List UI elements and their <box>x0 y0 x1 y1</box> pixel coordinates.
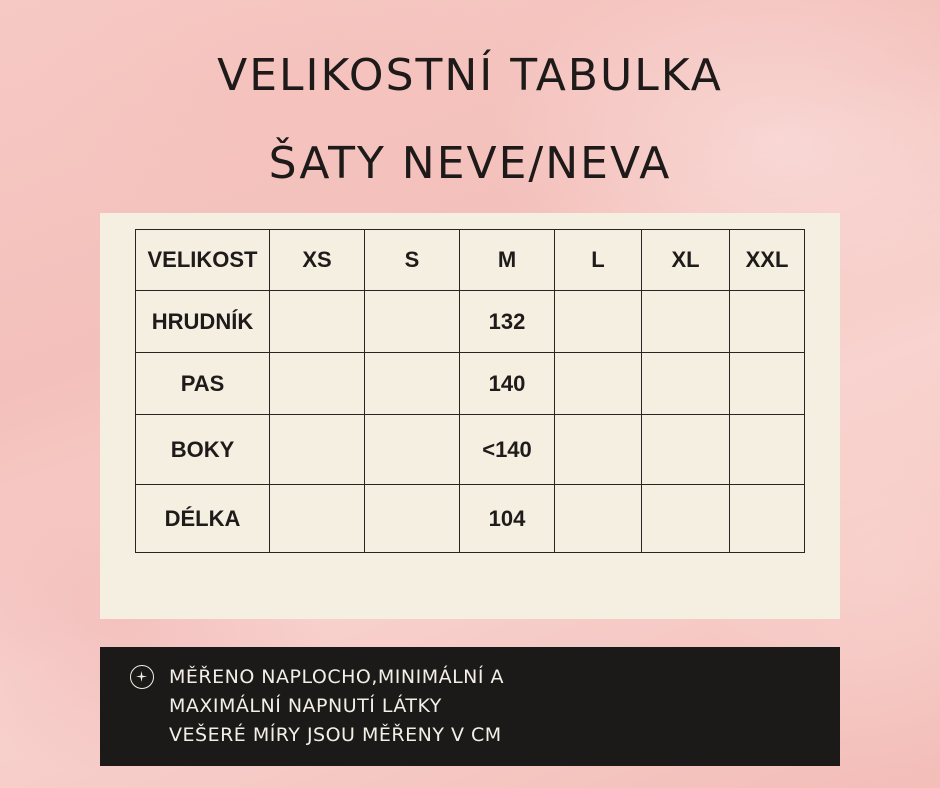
table-cell <box>730 291 805 353</box>
header-cell-s: S <box>365 230 460 291</box>
notes-box <box>100 647 840 766</box>
table-cell <box>365 415 460 485</box>
table-cell: <140 <box>460 415 555 485</box>
table-cell <box>642 353 730 415</box>
note-line: MAXIMÁLNÍ NAPNUTÍ LÁTKY <box>169 695 442 717</box>
sparkle-icon <box>130 665 154 689</box>
row-label: DÉLKA <box>136 485 270 553</box>
table-cell <box>365 291 460 353</box>
table-cell <box>730 415 805 485</box>
table-row-chest <box>136 291 805 353</box>
row-label: PAS <box>136 353 270 415</box>
table-header-row <box>136 230 805 291</box>
table-row-hips <box>136 415 805 485</box>
header-cell-xl: XL <box>642 230 730 291</box>
table-cell <box>270 485 365 553</box>
table-row-length <box>136 485 805 553</box>
table-cell <box>555 415 642 485</box>
table-cell <box>642 485 730 553</box>
page-title: VELIKOSTNÍ TABULKA <box>217 50 723 101</box>
table-cell <box>555 291 642 353</box>
size-table <box>135 229 805 553</box>
table-cell: 140 <box>460 353 555 415</box>
header-cell-xs: XS <box>270 230 365 291</box>
table-cell <box>730 485 805 553</box>
header-cell-xxl: XXL <box>730 230 805 291</box>
notes-text <box>169 663 504 750</box>
header-cell-m: M <box>460 230 555 291</box>
table-cell <box>270 415 365 485</box>
table-cell <box>365 485 460 553</box>
table-cell <box>642 291 730 353</box>
header-cell-size-label: VELIKOST <box>136 230 270 291</box>
page-subtitle: ŠATY NEVE/NEVA <box>268 138 672 189</box>
table-cell: 132 <box>460 291 555 353</box>
table-cell <box>555 485 642 553</box>
size-table-panel <box>100 213 840 619</box>
row-label: BOKY <box>136 415 270 485</box>
table-cell <box>730 353 805 415</box>
note-line: VEŠERÉ MÍRY JSOU MĚŘENY V CM <box>169 724 502 746</box>
table-cell <box>365 353 460 415</box>
table-cell <box>270 353 365 415</box>
table-cell <box>642 415 730 485</box>
header-cell-l: L <box>555 230 642 291</box>
note-line: MĚŘENO NAPLOCHO,MINIMÁLNÍ A <box>169 666 505 688</box>
row-label: HRUDNÍK <box>136 291 270 353</box>
table-row-waist <box>136 353 805 415</box>
table-cell <box>270 291 365 353</box>
table-cell: 104 <box>460 485 555 553</box>
table-cell <box>555 353 642 415</box>
